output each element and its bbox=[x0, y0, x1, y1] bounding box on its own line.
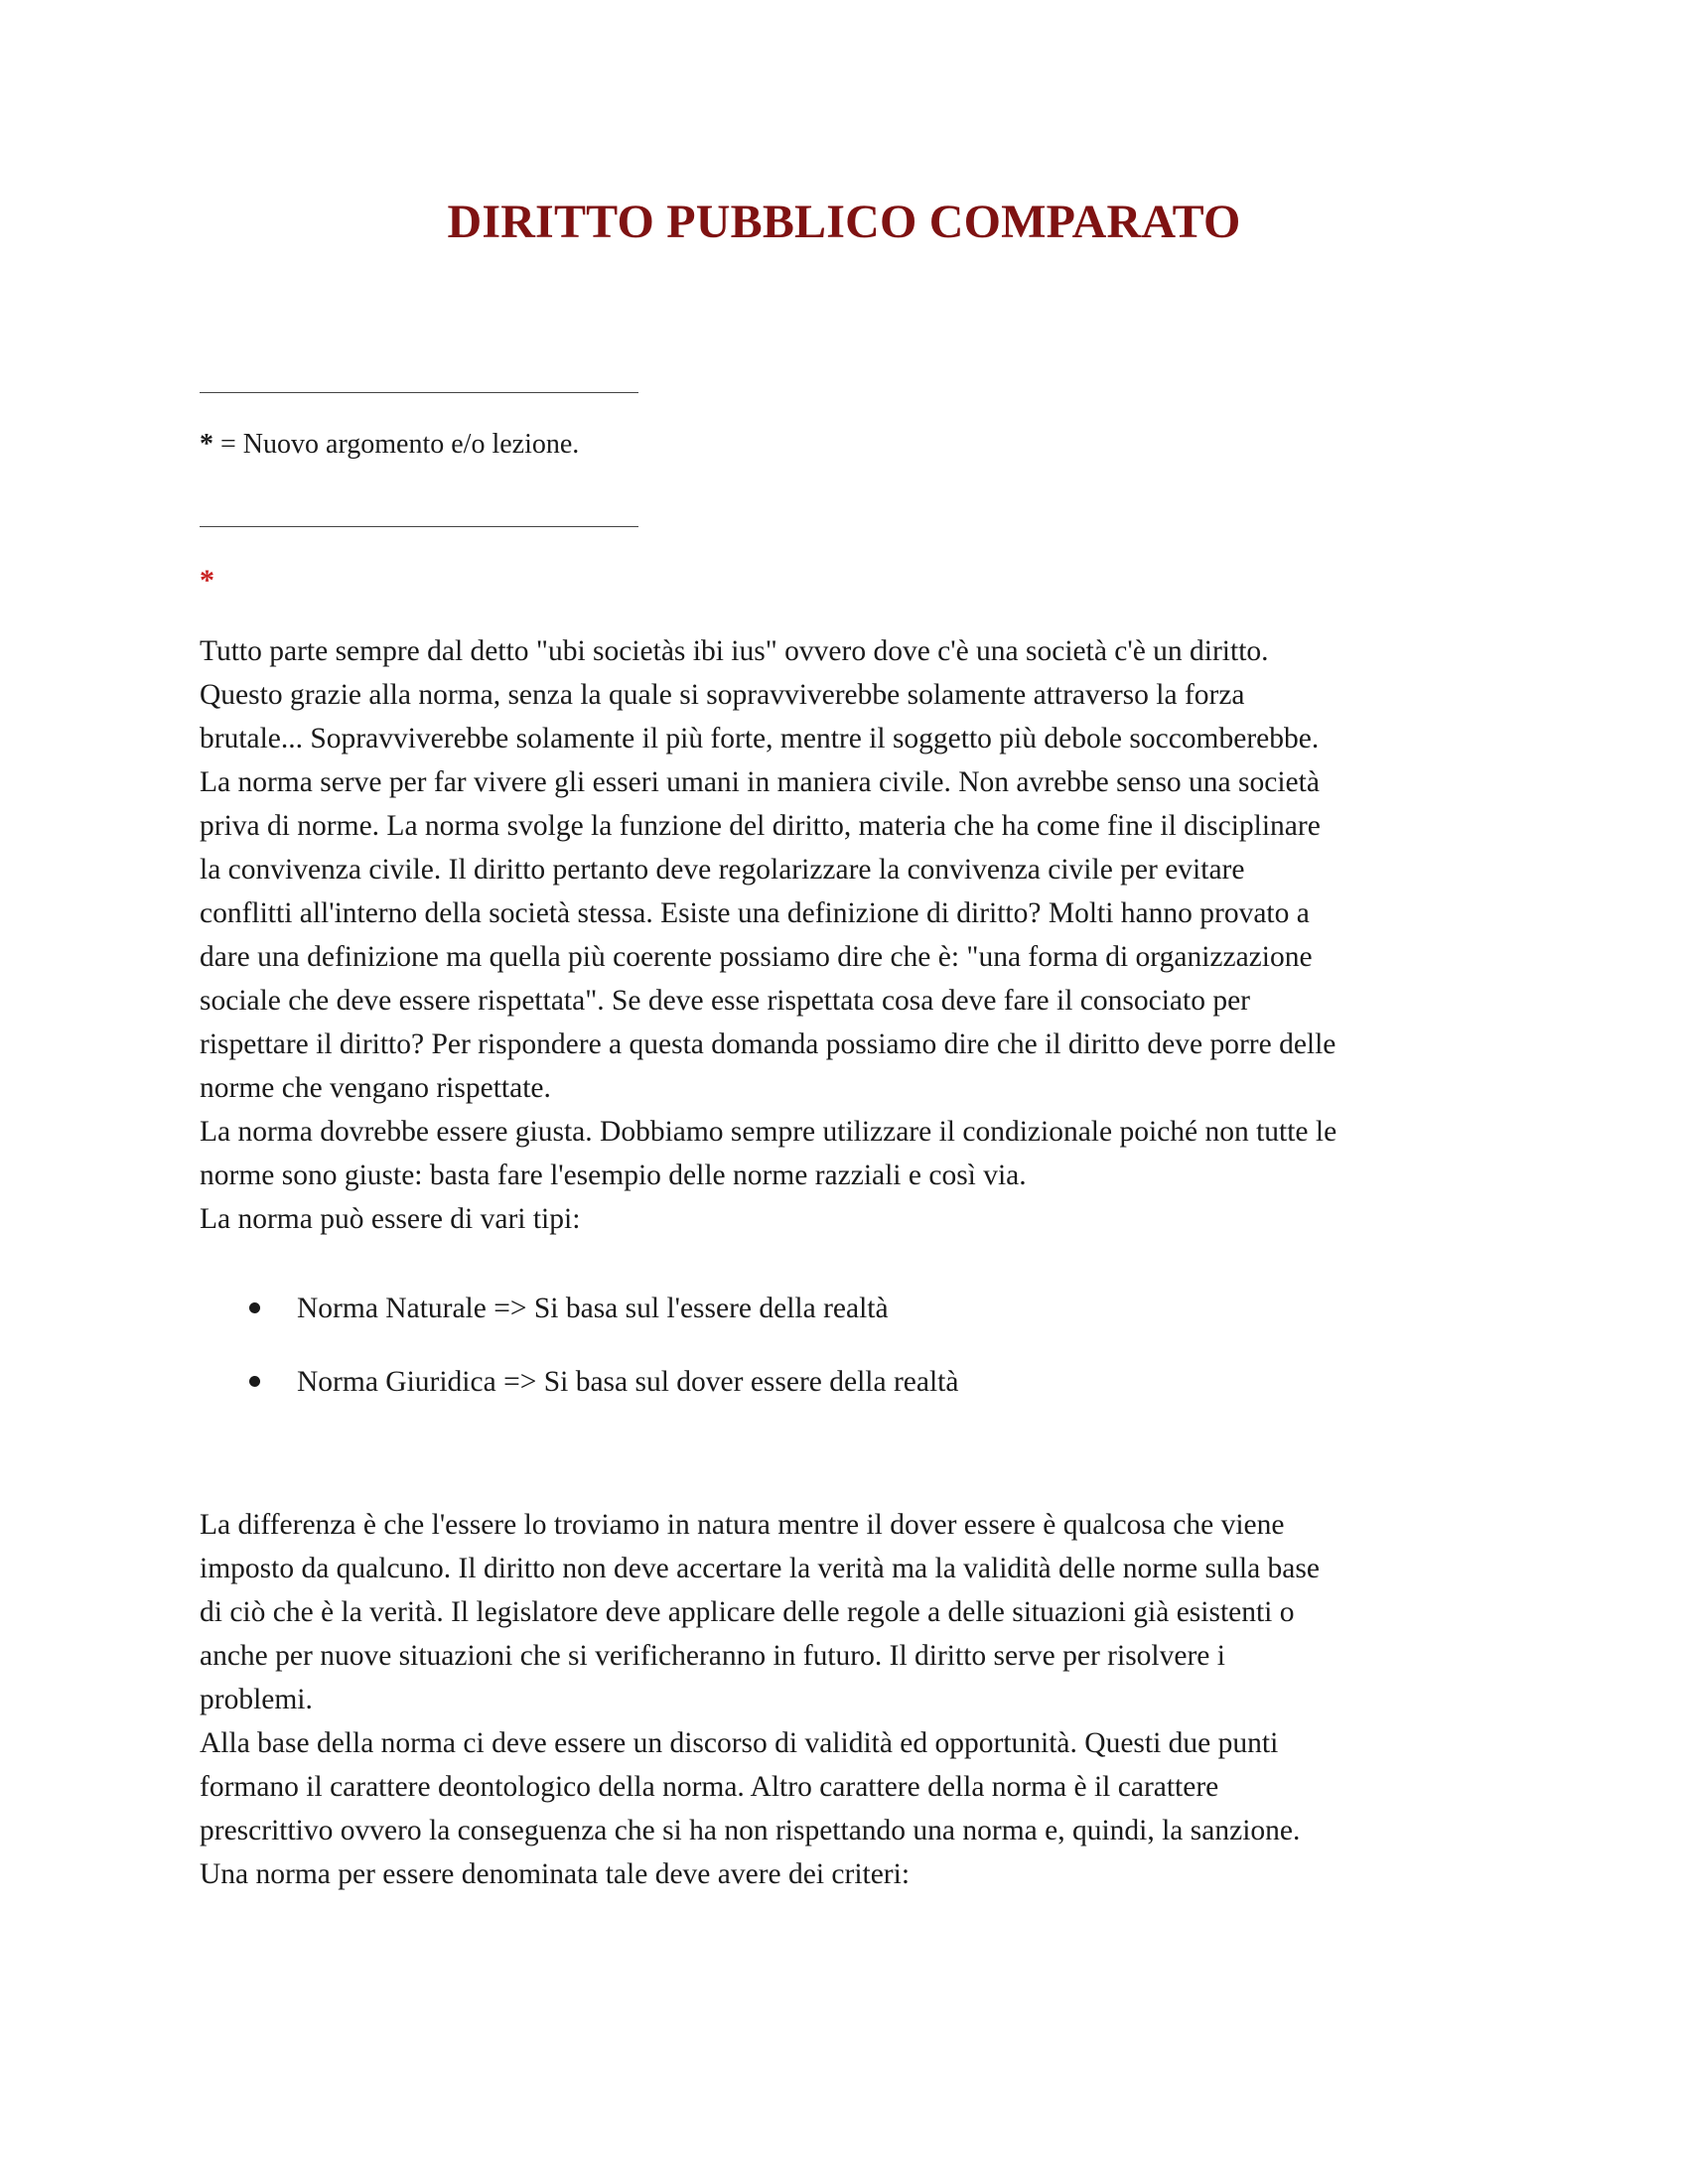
divider-bottom bbox=[200, 526, 638, 527]
text-line: La norma dovrebbe essere giusta. Dobbiamo sempre utilizzare il condizionale poiché non tutte le bbox=[200, 1116, 1337, 1148]
legend-note bbox=[200, 429, 579, 461]
list-item bbox=[243, 1360, 958, 1433]
bullet-icon bbox=[249, 1376, 260, 1387]
text-line: conflitti all'interno della società stessa. Esiste una definizione di diritto? Molti hanno provato a bbox=[200, 897, 1310, 929]
text-line: formano il carattere deontologico della norma. Altro carattere della norma è il carattere bbox=[200, 1771, 1219, 1803]
text-line: La norma può essere di vari tipi: bbox=[200, 1203, 581, 1235]
text-line: Una norma per essere denominata tale deve avere dei criteri: bbox=[200, 1858, 911, 1890]
text-line: norme che vengano rispettate. bbox=[200, 1072, 551, 1104]
text-line: La differenza è che l'essere lo troviamo in natura mentre il dover essere è qualcosa che viene bbox=[200, 1509, 1285, 1541]
norm-types-list bbox=[243, 1287, 958, 1433]
page-title: DIRITTO PUBBLICO COMPARATO bbox=[447, 196, 1241, 248]
paragraph-intro bbox=[200, 629, 1500, 1241]
list-item-text: Norma Giuridica => Si basa sul dover essere della realtà bbox=[297, 1366, 959, 1398]
divider-top bbox=[200, 392, 638, 393]
text-line: imposto da qualcuno. Il diritto non deve accertare la verità ma la validità delle norme sulla base bbox=[200, 1553, 1320, 1584]
list-item bbox=[243, 1287, 958, 1360]
text-line: problemi. bbox=[200, 1684, 313, 1715]
text-line: prescrittivo ovvero la conseguenza che si ha non rispettando una norma e, quindi, la sanzione. bbox=[200, 1815, 1301, 1846]
paragraph-difference bbox=[200, 1503, 1500, 1896]
text-line: sociale che deve essere rispettata". Se deve esse rispettata cosa deve fare il consociato per bbox=[200, 985, 1250, 1017]
text-line: dare una definizione ma quella più coerente possiamo dire che è: "una forma di organizzazione bbox=[200, 941, 1313, 973]
section-marker: * bbox=[200, 564, 214, 597]
text-line: La norma serve per far vivere gli esseri umani in maniera civile. Non avrebbe senso una società bbox=[200, 766, 1320, 798]
text-line: la convivenza civile. Il diritto pertanto deve regolarizzare la convivenza civile per evitare bbox=[200, 854, 1245, 886]
text-line: di ciò che è la verità. Il legislatore deve applicare delle regole a delle situazioni già esistenti o bbox=[200, 1596, 1295, 1628]
text-line: anche per nuove situazioni che si verificheranno in futuro. Il diritto serve per risolvere i bbox=[200, 1640, 1225, 1672]
text-line: brutale... Sopravviverebbe solamente il più forte, mentre il soggetto più debole soccomberebbe. bbox=[200, 723, 1320, 754]
bullet-icon bbox=[249, 1302, 260, 1313]
legend-text: = Nuovo argomento e/o lezione. bbox=[213, 429, 580, 460]
text-line: priva di norme. La norma svolge la funzione del diritto, materia che ha come fine il disciplinare bbox=[200, 810, 1321, 842]
text-line: rispettare il diritto? Per rispondere a questa domanda possiamo dire che il diritto deve porre delle bbox=[200, 1028, 1336, 1060]
text-line: Alla base della norma ci deve essere un discorso di validità ed opportunità. Questi due punti bbox=[200, 1727, 1279, 1759]
text-line: Tutto parte sempre dal detto "ubi societàs ibi ius" ovvero dove c'è una società c'è un diritto. bbox=[200, 635, 1269, 667]
list-item-text: Norma Naturale => Si basa sul l'essere della realtà bbox=[297, 1293, 889, 1324]
legend-star: * bbox=[200, 429, 213, 460]
text-line: norme sono giuste: basta fare l'esempio delle norme razziali e così via. bbox=[200, 1160, 1027, 1191]
text-line: Questo grazie alla norma, senza la quale si sopravviverebbe solamente attraverso la forza bbox=[200, 679, 1245, 711]
